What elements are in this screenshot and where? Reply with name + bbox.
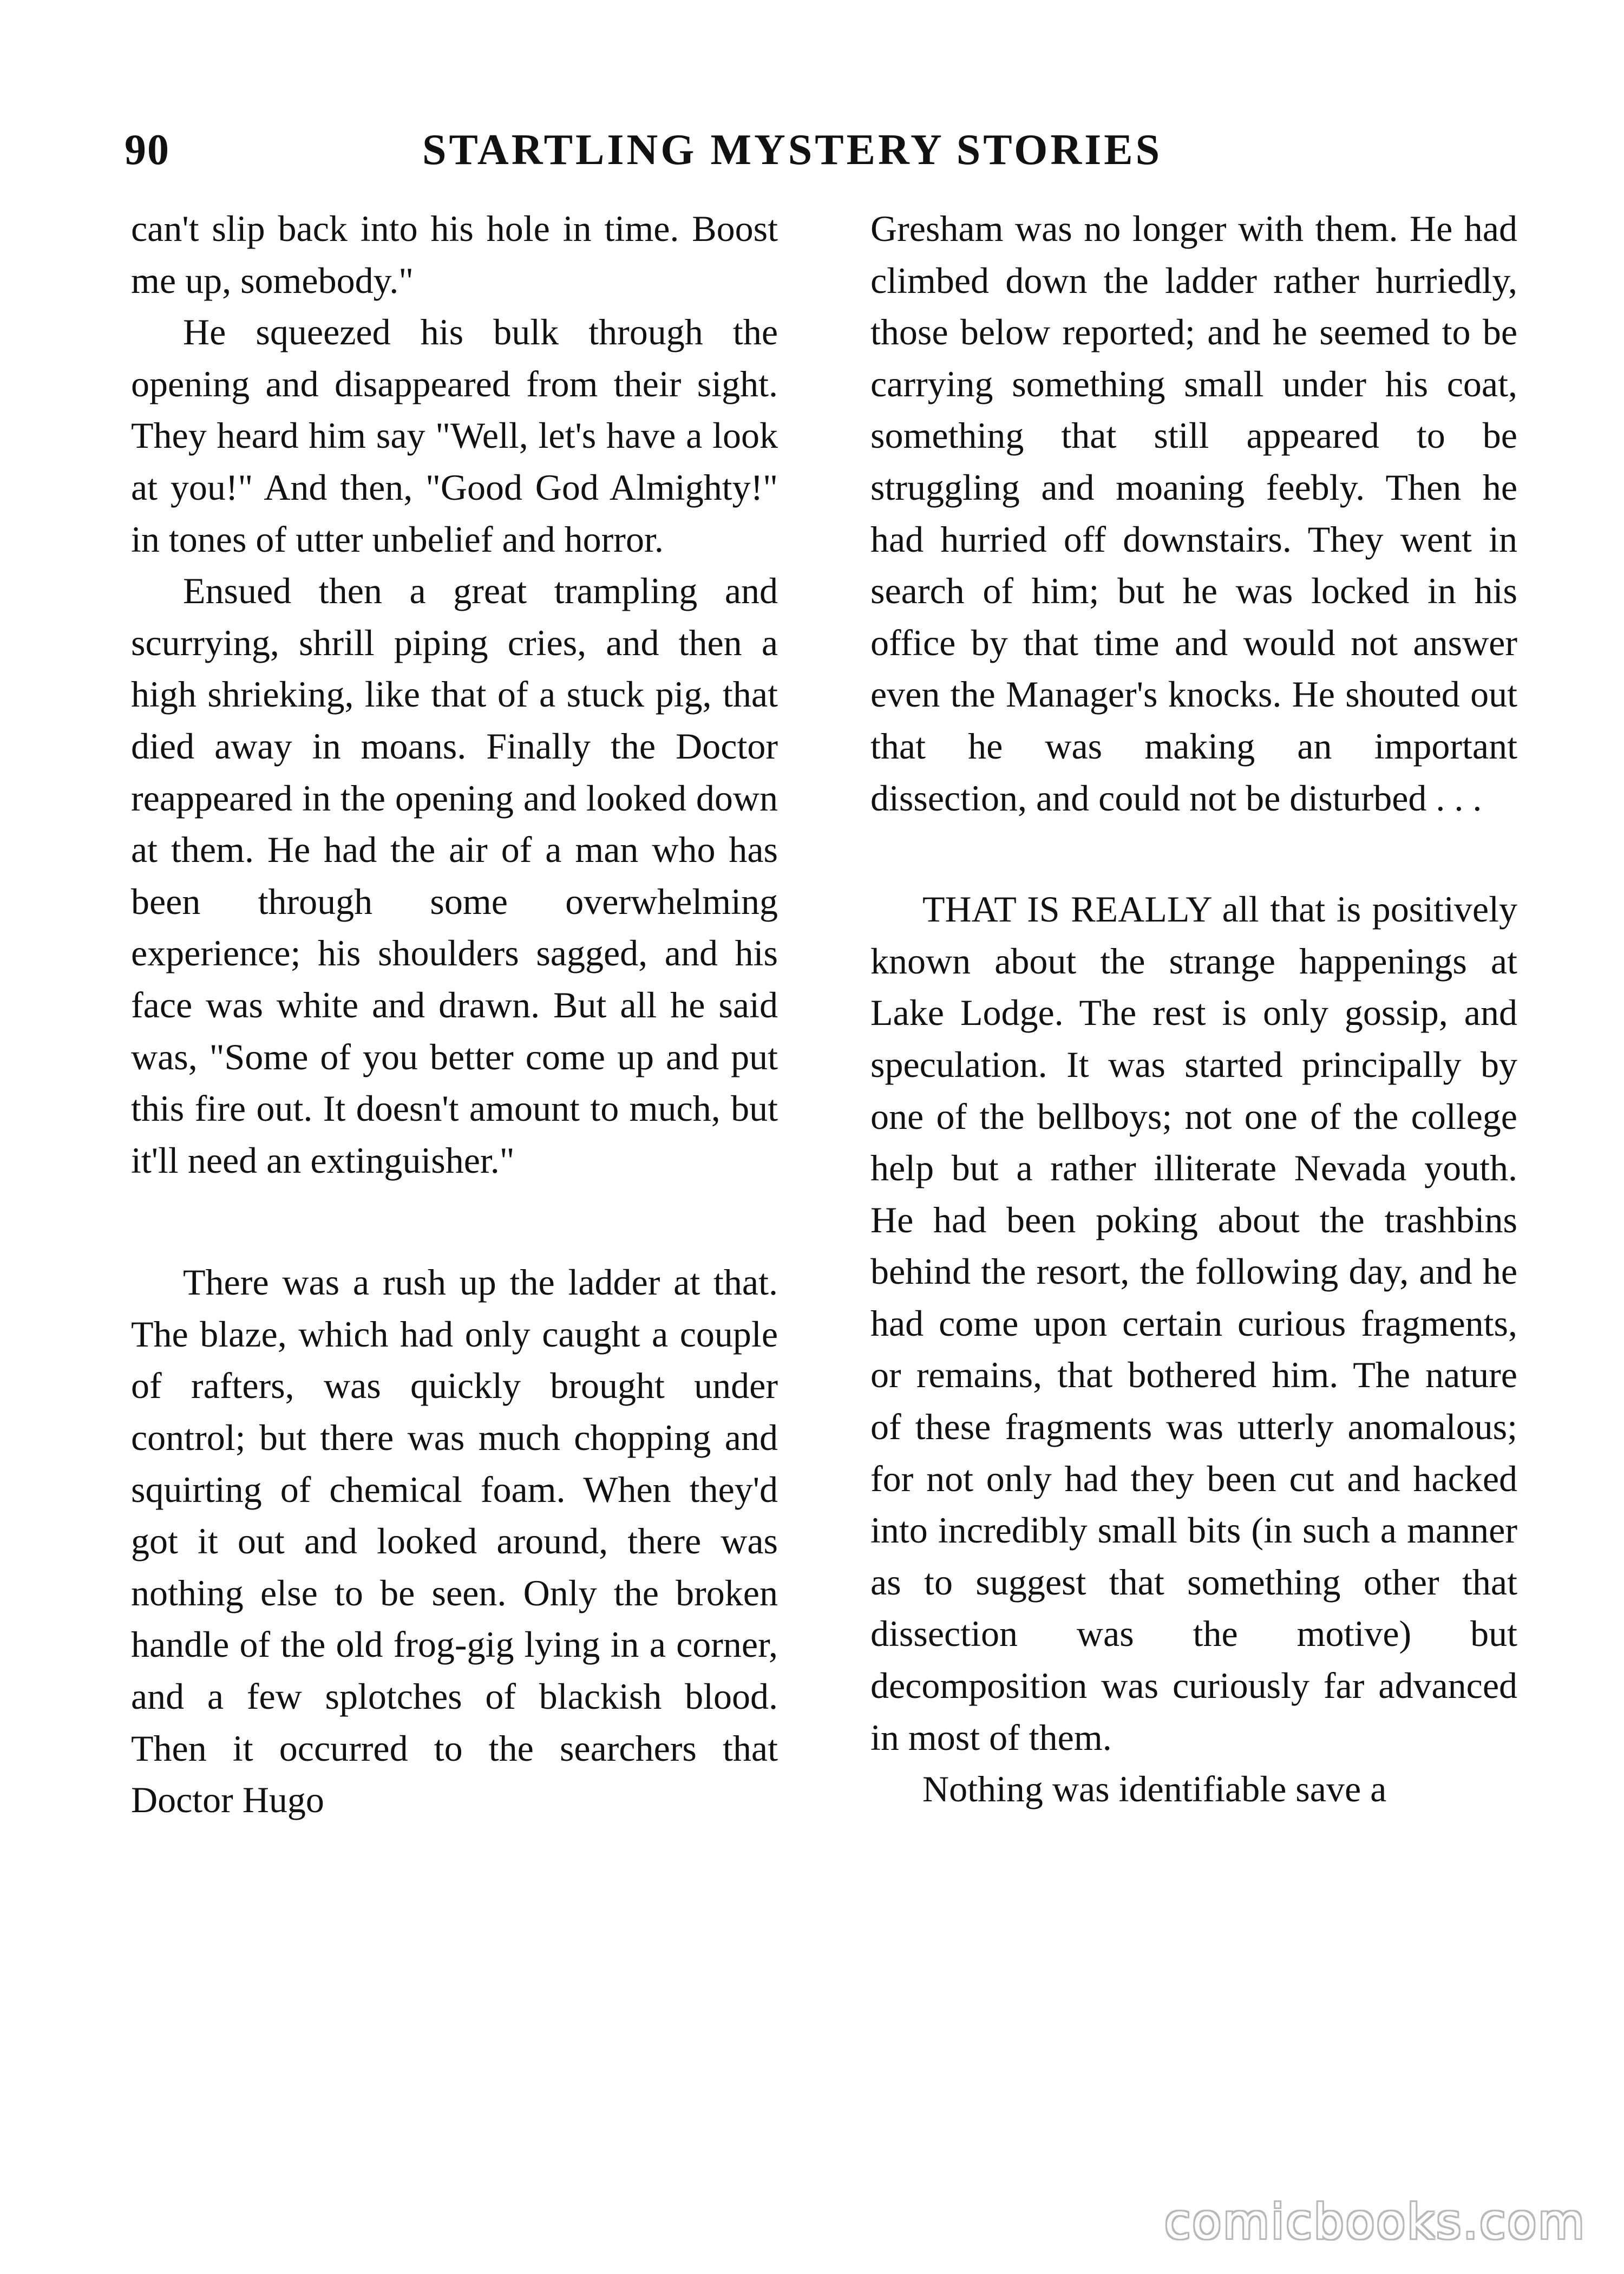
- magazine-title: STARTLING MYSTERY STORIES: [422, 126, 1163, 174]
- paragraph: Nothing was identifiable save a: [922, 1768, 1387, 1810]
- watermark: comicbooks.com: [1164, 2194, 1586, 2250]
- paragraph: There was a rush up the ladder at that. The blaze, which had only caught a couple of rafters, was quickly brought under control; but there was much chopping and squirting of chemical foam. When they'd got it out and looked around, there was nothing else to be seen. Only the broken handle of the old frog-gig lying in a corner, and a few splotches of blackish blood. Then it occurred to the searchers that Doctor Hugo: [131, 1262, 778, 1821]
- paragraph: Ensued then a great trampling and scurrying, shrill piping cries, and then a high shrieking, like that of a stuck pig, that died away in moans. Finally the Doctor reappeared in the opening and looked down at them. He had the air of a man who has been through some overwhelming experience; his shoulders sagged, and his face was white and drawn. But all he said was, "Some of you better come up and put this fire out. It doesn't amount to much, but it'll need an extinguisher.": [131, 570, 778, 1181]
- page-number: 90: [125, 126, 170, 174]
- paragraph: can't slip back into his hole in time. Boost me up, somebody.": [131, 208, 778, 301]
- paragraph: Gresham was no longer with them. He had climbed down the ladder rather hurriedly, those below reported; and he seemed to be carrying something small under his coat, something that still appeared to be struggling and moaning feebly. Then he had hurried off downstairs. They went in search of him; but he was locked in his office by that time and would not answer even the Manager's knocks. He shouted out that he was making an important dissection, and could not be disturbed . . .: [870, 208, 1517, 819]
- right-column: [870, 203, 1517, 1815]
- paragraph: He squeezed his bulk through the opening and disappeared from their sight. They heard him say "Well, let's have a look at you!" And then, "Good God Almighty!" in tones of utter unbelief and horror.: [131, 311, 778, 560]
- paragraph: THAT IS REALLY all that is positively known about the strange happenings at Lake Lodge. The rest is only gossip, and speculation. It was started principally by one of the bellboys; not one of the college help but a rather illiterate Nevada youth. He had been poking about the trashbins behind the resort, the following day, and he had come upon certain curious fragments, or remains, that bothered him. The nature of these fragments was utterly anomalous; for not only had they been cut and hacked into incredibly small bits (in such a manner as to suggest that something other that dissection was the motive) but decomposition was curiously far advanced in most of them.: [870, 888, 1517, 1758]
- section-break: [870, 824, 1517, 884]
- page-header: [125, 126, 1510, 191]
- left-column: [131, 203, 778, 1826]
- section-break: [131, 1186, 778, 1257]
